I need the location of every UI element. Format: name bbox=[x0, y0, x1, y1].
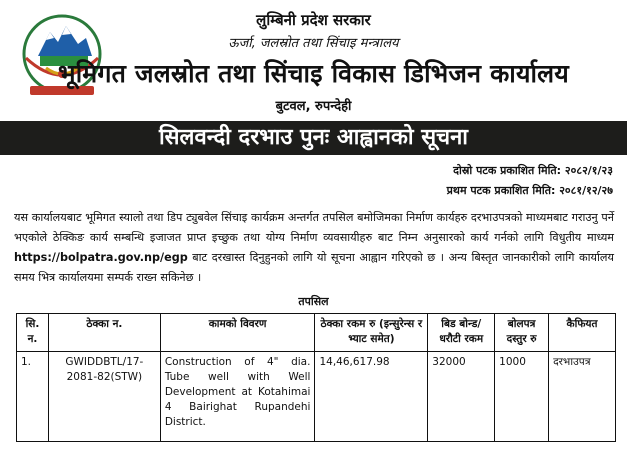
table-header-row bbox=[17, 314, 616, 352]
office-name: भूमिगत जलस्रोत तथा सिंचाइ विकास डिभिजन कार्यालय bbox=[58, 59, 569, 88]
second-publication-date: दोस्रो पटक प्रकाशित मिति: २०८२/१/२३ bbox=[453, 164, 613, 177]
header-sn: सि. न. bbox=[17, 314, 49, 352]
ministry-name: ऊर्जा, जलस्रोत तथा सिंचाइ मन्त्रालय bbox=[228, 36, 399, 51]
tender-table bbox=[16, 313, 616, 442]
first-publication-date: प्रथम पटक प्रकाशित मिति: २०८१/१२/२७ bbox=[446, 184, 613, 197]
schedule-heading: तपसिल bbox=[298, 295, 329, 308]
cell-work-description: Construction of 4" dia. Tube well with Well Development at Kotahimai 4 Bairighat Rupandehi District. bbox=[160, 352, 315, 442]
egp-link[interactable]: https://bolpatra.gov.np/egp bbox=[14, 251, 188, 264]
cell-contract-amount: 14,46,617.98 bbox=[315, 352, 428, 442]
notice-body-intro: यस कार्यालयबाट भूमिगत स्यालो तथा डिप ट्युबवेल सिंचाइ कार्यक्रम अन्तर्गत तपसिल बमोजिमका निर्माण कार्यहरु दरभाउपत्रको माध्यमबाट गराउनु पर्ने भएकोले ठेक्किङ कार्य सम्बन्धि इजाजत प्राप्त इच्छुक तथा योग्य निर्माण व्यवसायीहरु बाट निम्न अनुसारको कार्य गर्नको लागि विधुतीय माध्यम bbox=[14, 211, 614, 244]
notice-title-banner: सिलवन्दी दरभाउ पुनः आह्वानको सूचना bbox=[0, 121, 627, 155]
cell-remarks: दरभाउपत्र bbox=[549, 352, 616, 442]
table-row bbox=[17, 352, 616, 442]
notice-body bbox=[14, 208, 614, 288]
header-remarks: कैफियत bbox=[549, 314, 616, 352]
office-location: बुटवल, रुपन्देही bbox=[275, 99, 352, 114]
cell-bid-bond: 32000 bbox=[428, 352, 495, 442]
header-bid-fee: बोलपत्र दस्तुर रु bbox=[495, 314, 549, 352]
government-name: लुम्बिनी प्रदेश सरकार bbox=[256, 11, 371, 29]
header-bid-bond: बिड बोन्ड/ धरौटी रकम bbox=[428, 314, 495, 352]
header-contract-amount: ठेक्का रकम रु (इन्सुरेन्स र भ्याट समेत) bbox=[315, 314, 428, 352]
cell-contract-no: GWIDDBTL/17-2081-82(STW) bbox=[48, 352, 160, 442]
header-contract-no: ठेक्का न. bbox=[48, 314, 160, 352]
header-work-description: कामको विवरण bbox=[160, 314, 315, 352]
notice-body-outro: बाट दरखास्त दिनुहुनको लागि यो सूचना आह्वान गरिएको छ । अन्य बिस्तृत जानकारीको लागि कार्यालय समय भित्र कार्यालयमा सम्पर्क राख्न सकिनेछ । bbox=[14, 251, 614, 284]
cell-sn: 1. bbox=[17, 352, 49, 442]
cell-bid-fee: 1000 bbox=[495, 352, 549, 442]
